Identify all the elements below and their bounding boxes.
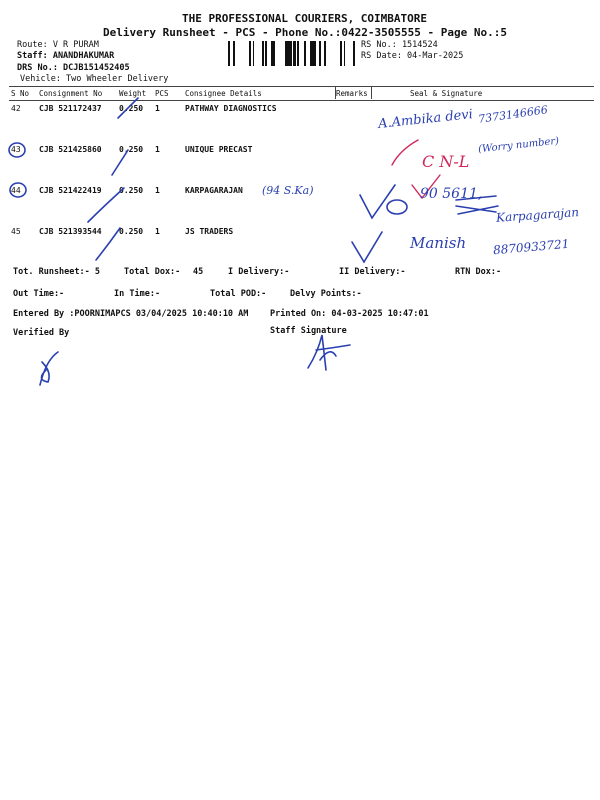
tick-mark (96, 228, 120, 260)
company-name: THE PROFESSIONAL COURIERS, COIMBATORE (182, 12, 428, 25)
rs-number: RS No.: 1514524 (361, 40, 438, 50)
row-consignment: CJB 521425860 (39, 145, 102, 154)
tick-mark (88, 188, 124, 222)
row45-signature: Manish (410, 234, 467, 252)
row-consignee: KARPAGARAJAN (185, 186, 243, 195)
total-dox-value: 45 (193, 267, 204, 277)
tick-mark (112, 150, 128, 175)
row-sno: 42 (11, 104, 21, 113)
col-pcs: PCS (153, 87, 183, 101)
row-sno: 45 (11, 227, 21, 236)
route-label: Route: V R PURAM (17, 40, 99, 50)
circle-mark (10, 183, 26, 197)
row-weight: 0.250 (119, 227, 144, 236)
col-sno: S No (9, 87, 37, 101)
row45-phone: 8870933721 (492, 236, 570, 258)
check-mark (352, 232, 382, 262)
tick-mark (118, 98, 138, 118)
col-weight: Weight (117, 87, 153, 101)
row43-note: (Worry number) (477, 135, 560, 156)
verified-signature (40, 352, 58, 385)
row-sno: 43 (11, 145, 21, 154)
rs-date: RS Date: 04-Mar-2025 (361, 51, 464, 61)
in-time: In Time:- (114, 289, 161, 299)
staff-label: Staff: ANANDHAKUMAR (17, 51, 115, 61)
row-pcs: 1 (155, 104, 160, 113)
row-consignee: PATHWAY DIAGNOSTICS (185, 104, 277, 113)
circle-mark (387, 200, 407, 214)
row42-phone: 7373146666 (477, 103, 549, 126)
i-delivery: I Delivery:- (228, 267, 290, 277)
staff-signature (308, 335, 350, 370)
runsheet-subtitle: Delivery Runsheet - PCS - Phone No.:0422-3505555 - Page No.:5 (103, 26, 507, 39)
out-time: Out Time:- (13, 289, 65, 299)
drs-number: DRS No.: DCJB151452405 (17, 63, 130, 73)
row-consignment: CJB 521172437 (39, 104, 102, 113)
row-consignee: JS TRADERS (185, 227, 234, 236)
red-arrow (392, 140, 418, 165)
entered-by: Entered By :POORNIMAPCS 03/04/2025 10:40:10 AM (13, 309, 249, 319)
col-seal: Seal & Signature (384, 87, 594, 101)
row42-signature: A.Ambika devi (377, 107, 474, 132)
circle-mark (9, 143, 25, 157)
row44-name: Karpagarajan (495, 205, 580, 225)
row43-mark: C N-L (422, 152, 470, 171)
col-consignee: Consignee Details (183, 87, 334, 101)
col-remarks: Remarks (334, 87, 384, 101)
col-consignment: Consignment No (37, 87, 117, 101)
row-weight: 0.250 (119, 186, 144, 195)
row-weight: 0.250 (119, 104, 144, 113)
total-pod: Total POD:- (210, 289, 267, 299)
row-consignment: CJB 521422419 (39, 186, 102, 195)
row44-phone: 90 5611, (420, 186, 483, 202)
total-dox-label: Total Dox:- (124, 267, 181, 277)
row-sno: 44 (11, 186, 21, 195)
printed-on: Printed On: 04-03-2025 10:47:01 (270, 309, 429, 319)
row-pcs: 1 (155, 145, 160, 154)
tot-runsheet: Tot. Runsheet:- 5 (13, 267, 100, 277)
vehicle-label: Vehicle: Two Wheeler Delivery (20, 74, 169, 84)
ii-delivery: II Delivery:- (339, 267, 406, 277)
row-consignment: CJB 521393544 (39, 227, 102, 236)
staff-signature-label: Staff Signature (270, 326, 347, 336)
row-weight: 0.250 (119, 145, 144, 154)
row-consignee: UNIQUE PRECAST (185, 145, 253, 154)
row-pcs: 1 (155, 227, 160, 236)
verified-by: Verified By (13, 328, 70, 338)
rtn-dox: RTN Dox:- (455, 267, 502, 277)
row44-note: (94 S.Ka) (262, 184, 314, 197)
row-pcs: 1 (155, 186, 160, 195)
delvy-points: Delvy Points:- (290, 289, 362, 299)
